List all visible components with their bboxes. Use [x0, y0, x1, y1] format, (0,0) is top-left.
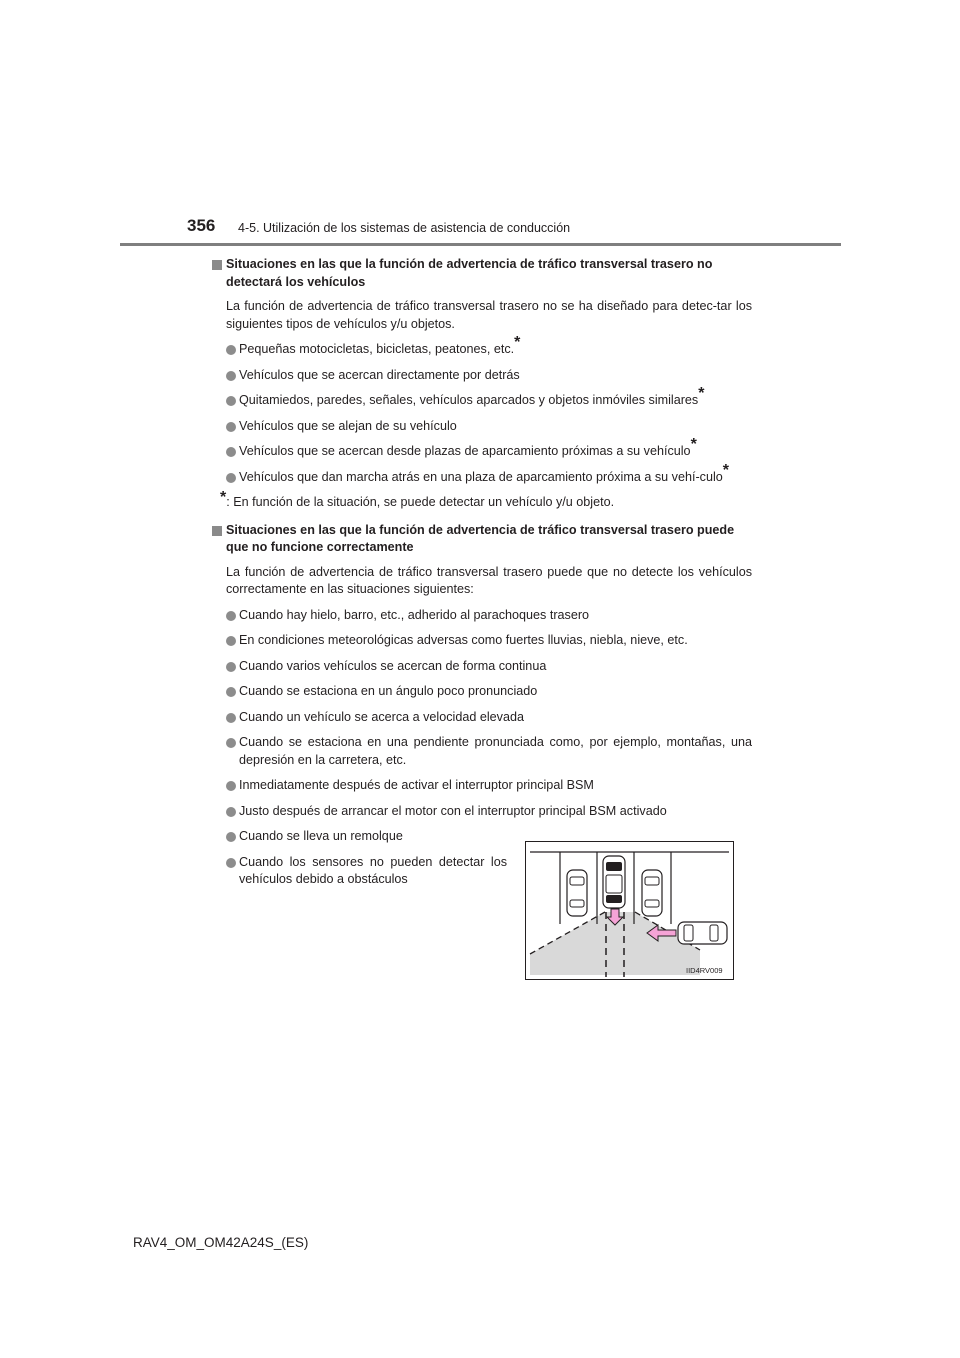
approaching-car-icon — [678, 922, 727, 944]
list-item: Cuando se lleva un remolque — [226, 828, 752, 846]
parking-diagram — [526, 842, 733, 979]
own-vehicle-icon — [603, 856, 625, 908]
list-item: Cuando un vehículo se acerca a velocidad elevada — [226, 709, 752, 727]
parked-car-icon — [642, 870, 662, 916]
chapter-title: 4-5. Utilización de los sistemas de asistencia de conducción — [238, 221, 571, 235]
bullet-dot-icon — [226, 781, 236, 791]
figure-code: IID4RV009 — [686, 966, 723, 975]
bullet-dot-icon — [226, 611, 236, 621]
section1-intro: La función de advertencia de tráfico transversal trasero no se ha diseñado para detec-tar los siguientes tipos de vehículos y/u objetos. — [226, 299, 752, 331]
square-bullet-icon — [212, 526, 222, 536]
list-item: Vehículos que dan marcha atrás en una plaza de aparcamiento próxima a su vehí-culo* — [226, 469, 752, 487]
bullet-dot-icon — [226, 738, 236, 748]
bullet-dot-icon — [226, 687, 236, 697]
bullet-dot-icon — [226, 662, 236, 672]
square-bullet-icon — [212, 260, 222, 270]
list-item: Vehículos que se alejan de su vehículo — [226, 418, 752, 436]
list-item: Pequeñas motocicletas, bicicletas, peatones, etc.* — [226, 341, 752, 359]
body-text — [212, 256, 752, 889]
section2-heading — [212, 522, 752, 557]
parking-illustration — [525, 841, 734, 980]
footnote: *: En función de la situación, se puede detectar un vehículo y/u objeto. — [220, 489, 615, 509]
header-rule — [120, 243, 841, 246]
list-item: Cuando se estaciona en un ángulo poco pronunciado — [226, 683, 752, 701]
bullet-dot-icon — [226, 345, 236, 355]
bullet-dot-icon — [226, 371, 236, 381]
bullet-dot-icon — [226, 473, 236, 483]
bullet-dot-icon — [226, 832, 236, 842]
list-item: Vehículos que se acercan desde plazas de aparcamiento próximas a su vehículo* — [226, 443, 752, 461]
bullet-dot-icon — [226, 636, 236, 646]
list-item: En condiciones meteorológicas adversas como fuertes lluvias, niebla, nieve, etc. — [226, 632, 752, 650]
footer-code: RAV4_OM_OM42A24S_(ES) — [133, 1235, 309, 1250]
page-number: 356 — [187, 216, 216, 235]
list-item: Cuando hay hielo, barro, etc., adherido al parachoques trasero — [226, 607, 752, 625]
list-item: Cuando varios vehículos se acercan de forma continua — [226, 658, 752, 676]
list-item: Justo después de arrancar el motor con el interruptor principal BSM activado — [226, 803, 752, 821]
section1-title: Situaciones en las que la función de advertencia de tráfico transversal trasero no detectará los vehículos — [226, 257, 713, 289]
bullet-dot-icon — [226, 422, 236, 432]
section2-title: Situaciones en las que la función de advertencia de tráfico transversal trasero puede que no funcione correctamente — [226, 522, 735, 554]
list-item: Cuando los sensores no pueden detectar los vehículos debido a obstáculos — [226, 854, 507, 889]
list-item: Inmediatamente después de activar el interruptor principal BSM — [226, 777, 752, 795]
parked-car-icon — [567, 870, 587, 916]
bullet-dot-icon — [226, 807, 236, 817]
bullet-dot-icon — [226, 858, 236, 868]
section1-heading — [212, 256, 752, 291]
bullet-dot-icon — [226, 447, 236, 457]
bullet-dot-icon — [226, 713, 236, 723]
list-item: Cuando se estaciona en una pendiente pronunciada como, por ejemplo, montañas, una depresión en la carretera, etc. — [226, 734, 752, 769]
list-item: Quitamiedos, paredes, señales, vehículos aparcados y objetos inmóviles similares* — [226, 392, 752, 410]
list-item: Vehículos que se acercan directamente por detrás — [226, 367, 752, 385]
bullet-dot-icon — [226, 396, 236, 406]
section2-intro: La función de advertencia de tráfico transversal trasero puede que no detecte los vehículos correctamente en las situaciones siguientes: — [226, 564, 752, 596]
